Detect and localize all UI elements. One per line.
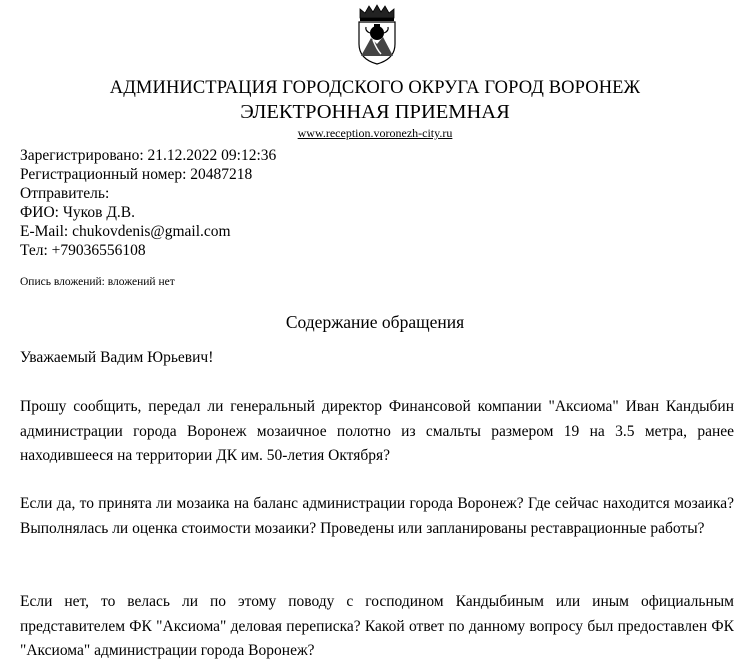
registration-number: Регистрационный номер: 20487218 <box>20 166 253 183</box>
greeting: Уважаемый Вадим Юрьевич! <box>20 349 214 366</box>
sender-label: Отправитель: <box>20 185 110 202</box>
paragraph: Прошу сообщить, передал ли генеральный директор Финансовой компании "Аксиома" Иван Кандыбин администрации города Воронеж мозаичное полотно из смальты размером 19 на 3.5 метра, ранее находившееся на территории ДК им. 50-летия Октября? <box>20 398 734 464</box>
paragraph: Если да, то принята ли мозаика на баланс администрации города Воронеж? Где сейчас находится мозаика? Выполнялась ли оценка стоимости мозаики? Проведены или запланированы реставрационные работы? <box>20 495 734 537</box>
attachments-list: Опись вложений: вложений нет <box>20 276 175 288</box>
sender-name: ФИО: Чуков Д.В. <box>20 204 135 221</box>
paragraph: Если нет, то велась ли по этому поводу с господином Кандыбиным или иным официальным представителем ФК "Аксиома" деловая переписка? Какой ответ по данному вопросу был предоставлен ФК "Аксиома" администрации города Воронеж? <box>20 593 734 659</box>
sender-phone: Тел: +79036556108 <box>20 242 146 259</box>
registered-date: Зарегистрировано: 21.12.2022 09:12:36 <box>20 147 277 164</box>
section-title: Содержание обращения <box>285 312 465 332</box>
organization-title: АДМИНИСТРАЦИЯ ГОРОДСКОГО ОКРУГА ГОРОД ВОРОНЕЖ <box>109 78 641 98</box>
sender-email: E-Mail: chukovdenis@gmail.com <box>20 223 231 240</box>
site-link-row <box>0 126 750 141</box>
registration-info <box>20 146 276 260</box>
voronezh-coat-of-arms-icon <box>354 4 400 66</box>
page-title: ЭЛЕКТРОННАЯ ПРИЕМНАЯ <box>240 101 510 123</box>
site-link[interactable]: www.reception.voronezh-city.ru <box>297 126 453 140</box>
